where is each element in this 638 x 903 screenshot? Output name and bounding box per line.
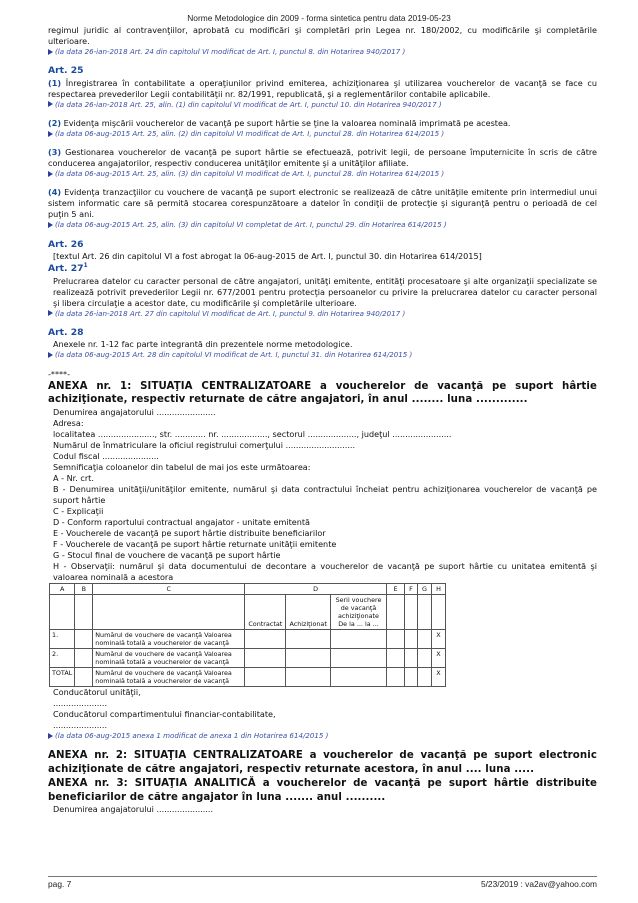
page-content <box>48 25 597 815</box>
article-paragraph: Prelucrarea datelor cu caracter personal de către angajatori, unităţi emitente, entităţi procesatoare şi alte organizaţii specializate se realizează potrivit prevederilor Legii nr. 677/2001 pentru protecţia persoanelor cu privire la prelucrarea datelor cu caracter personal şi libera circulaţie a acestor date, cu modificările şi completările ulterioare. <box>53 275 597 308</box>
table-subheader-row <box>50 595 446 630</box>
annex-title: ANEXA nr. 3: SITUAŢIA ANALITICĂ a voucherelor de vacanţă pe suport hârtie distribuite beneficiarilor de către angajator în luna ....... anul .......... <box>48 777 597 803</box>
amendment-note[interactable]: (la data 06-aug-2015 anexa 1 modificat de anexa 1 din Hotarirea 614/2015 ) <box>48 731 597 740</box>
amendment-note[interactable]: (la data 26-ian-2018 Art. 27 din capitolul VI modificat de Art. I, punctul 9. din Hotarirea 940/2017 ) <box>48 309 597 318</box>
annex-line: H - Observaţii: numărul şi data documentului de decontare a voucherelor de vacanţă pe suport hârtie cu unitatea emitentă şi valoarea nominală a acestora <box>53 561 597 583</box>
amendment-note[interactable]: (la data 26-ian-2018 Art. 24 din capitolul VI modificat de Art. I, punctul 8. din Hotarirea 940/2017 ) <box>48 47 597 56</box>
triangle-icon <box>48 131 53 137</box>
annex-line: A - Nr. crt. <box>53 473 94 484</box>
table-header-cell: H <box>432 584 446 595</box>
table-subheader-cell: Contractat <box>245 595 286 630</box>
footer-divider <box>48 876 597 877</box>
triangle-icon <box>48 222 53 228</box>
annex-table <box>49 583 446 687</box>
amendment-note[interactable]: (la data 26-ian-2018 Art. 25, alin. (1) din capitolul VI modificat de Art. I, punctul 10. din Hotarirea 940/2017 ) <box>48 100 597 109</box>
triangle-icon <box>48 171 53 177</box>
triangle-icon <box>48 352 53 358</box>
page-footer <box>48 879 597 890</box>
triangle-icon <box>48 101 53 107</box>
table-header-cell: B <box>75 584 93 595</box>
annex-line: C - Explicaţii <box>53 506 104 517</box>
article-paragraph: Anexele nr. 1-12 fac parte integrantă din prezentele norme metodologice. <box>53 339 353 350</box>
article-title: Art. $27^1$ <box>48 262 88 275</box>
signature-block: Conducătorul unităţii, ..................... Conducătorul compartimentului financiar-contabilitate, ..................... <box>53 687 276 731</box>
annex-line: Denumirea angajatorului ....................... <box>53 407 216 418</box>
annex-line: Semnificaţia coloanelor din tabelul de mai jos este următoarea: <box>53 462 311 473</box>
amendment-note[interactable]: (la data 06-aug-2015 Art. 25, alin. (3) din capitolul VI modificat de Art. I, punctul 28. din Hotarirea 614/2015 ) <box>48 169 597 178</box>
intro-text: regimul juridic al contravenţiilor, aprobată cu modificări şi completări prin Legea nr. 180/2002, cu modificările şi completările ulterioare. <box>48 25 597 46</box>
annex-line: F - Voucherele de vacanţă pe suport hârtie returnate unităţii emitente <box>53 539 337 550</box>
triangle-icon <box>48 49 53 55</box>
annex-line: localitatea ......................, str. ............ nr. .................., sectorul ..................., judeţul ....................... <box>53 429 452 440</box>
annex-line: E - Voucherele de vacanţă pe suport hârtie distribuite beneficiarilor <box>53 528 326 539</box>
article-title: Art. 28 <box>48 326 84 338</box>
annex-title: ANEXA nr. 1: SITUAŢIA CENTRALIZATOARE a voucherelor de vacanţă pe suport hârtie achiziţionate, respectiv returnate de către angajatori, în anul ........ luna ............. <box>48 380 597 406</box>
table-header-cell: A <box>50 584 75 595</box>
article-paragraph: (1) Înregistrarea în contabilitate a operaţiunilor privind emiterea, achiziţionarea şi utilizarea voucherelor de vacanţă se face cu respectarea prevederilor Legii contabilităţii nr. 82/1991, republicată, şi a reglementărilor contabile aplicabile. <box>48 77 597 99</box>
table-subheader-cell: Serii vouchere de vacanţă achiziţionate De la ... la ... <box>331 595 387 630</box>
table-header-cell: C <box>93 584 245 595</box>
table-header-row <box>50 584 446 595</box>
annex-line: Codul fiscal ...................... <box>53 451 159 462</box>
table-row: TOTAL Numărul de vouchere de vacanţă Valoarea nominală totală a voucherelor de vacanţă X <box>50 668 446 687</box>
table-row: 2. Numărul de vouchere de vacanţă Valoarea nominală totală a voucherelor de vacanţă X <box>50 649 446 668</box>
separator: -****- <box>48 368 71 379</box>
annex-title: ANEXA nr. 2: SITUAŢIA CENTRALIZATOARE a voucherelor de vacanţă pe suport electronic achiziţionate de către angajatori, respectiv returnate acestora, în anul .... luna ..... <box>48 750 597 776</box>
article-title: Art. 25 <box>48 65 84 77</box>
annex-line: Numărul de înmatriculare la oficiul registrului comerţului ........................... <box>53 440 356 451</box>
amendment-note[interactable]: (la data 06-aug-2015 Art. 25, alin. (2) din capitolul VI modificat de Art. I, punctul 28. din Hotarirea 614/2015 ) <box>48 129 597 138</box>
amendment-note[interactable]: (la data 06-aug-2015 Art. 25, alin. (3) din capitolul VI completat de Art. I, punctul 29. din Hotarirea 614/2015 ) <box>48 220 597 229</box>
table-row: 1. Numărul de vouchere de vacanţă Valoarea nominală totală a voucherelor de vacanţă X <box>50 630 446 649</box>
article-paragraph: [textul Art. 26 din capitolul VI a fost abrogat la 06-aug-2015 de Art. I, punctul 30. din Hotarirea 614/2015] <box>53 251 482 262</box>
annex-line: G - Stocul final de vouchere de vacanţă pe suport hârtie <box>53 550 281 561</box>
table-subheader-cell: Achiziţionat <box>286 595 331 630</box>
annex-line: B - Denumirea unităţii/unităţilor emitente, numărul şi data contractului încheiat pentru achiziţionarea voucherelor de vacanţă pe suport hârtie <box>53 484 597 506</box>
amendment-note[interactable]: (la data 06-aug-2015 Art. 28 din capitolul VI modificat de Art. I, punctul 31. din Hotarirea 614/2015 ) <box>48 350 597 359</box>
article-paragraph: (4) Evidenţa tranzacţiilor cu vouchere de vacanţă pe suport electronic se realizează de către unităţile emitente prin intermediul unui sistem informatic care să permită stocarea corespunzătoare a datelor în condiţii de protecţie şi siguranţă pentru o perioadă de cel puţin 5 ani. <box>48 187 597 220</box>
annex-line: D - Conform raportului contractual angajator - unitate emitentă <box>53 517 311 528</box>
footer-date: 5/23/2019 : va2av@yahoo.com <box>480 879 597 889</box>
page-number: pag. 7 <box>48 879 72 889</box>
table-header-cell: D <box>245 584 387 595</box>
table-header-cell: F <box>405 584 418 595</box>
triangle-icon <box>48 733 53 739</box>
table-header-cell: E <box>387 584 405 595</box>
article-title: Art. 26 <box>48 238 84 250</box>
article-paragraph: (2) Evidenţa mişcării voucherelor de vacanţă pe suport hârtie se ţine la valoarea nominală imprimată pe acestea. <box>48 117 511 128</box>
article-paragraph: (3) Gestionarea voucherelor de vacanţă pe suport hârtie se efectuează, potrivit legii, de persoane împuternicite în scris de către conducerea angajatorilor, respectiv conducerea unităţilor emitente şi a unităţilor afiliate. <box>48 147 597 169</box>
annex-line: Denumirea angajatorului ...................... <box>53 804 214 815</box>
triangle-icon <box>48 310 53 316</box>
page-header: Norme Metodologice din 2009 - forma sintetica pentru data 2019-05-23 <box>187 13 451 23</box>
table-header-cell: G <box>418 584 432 595</box>
annex-body <box>48 407 597 583</box>
annex-line: Adresa: <box>53 418 84 429</box>
